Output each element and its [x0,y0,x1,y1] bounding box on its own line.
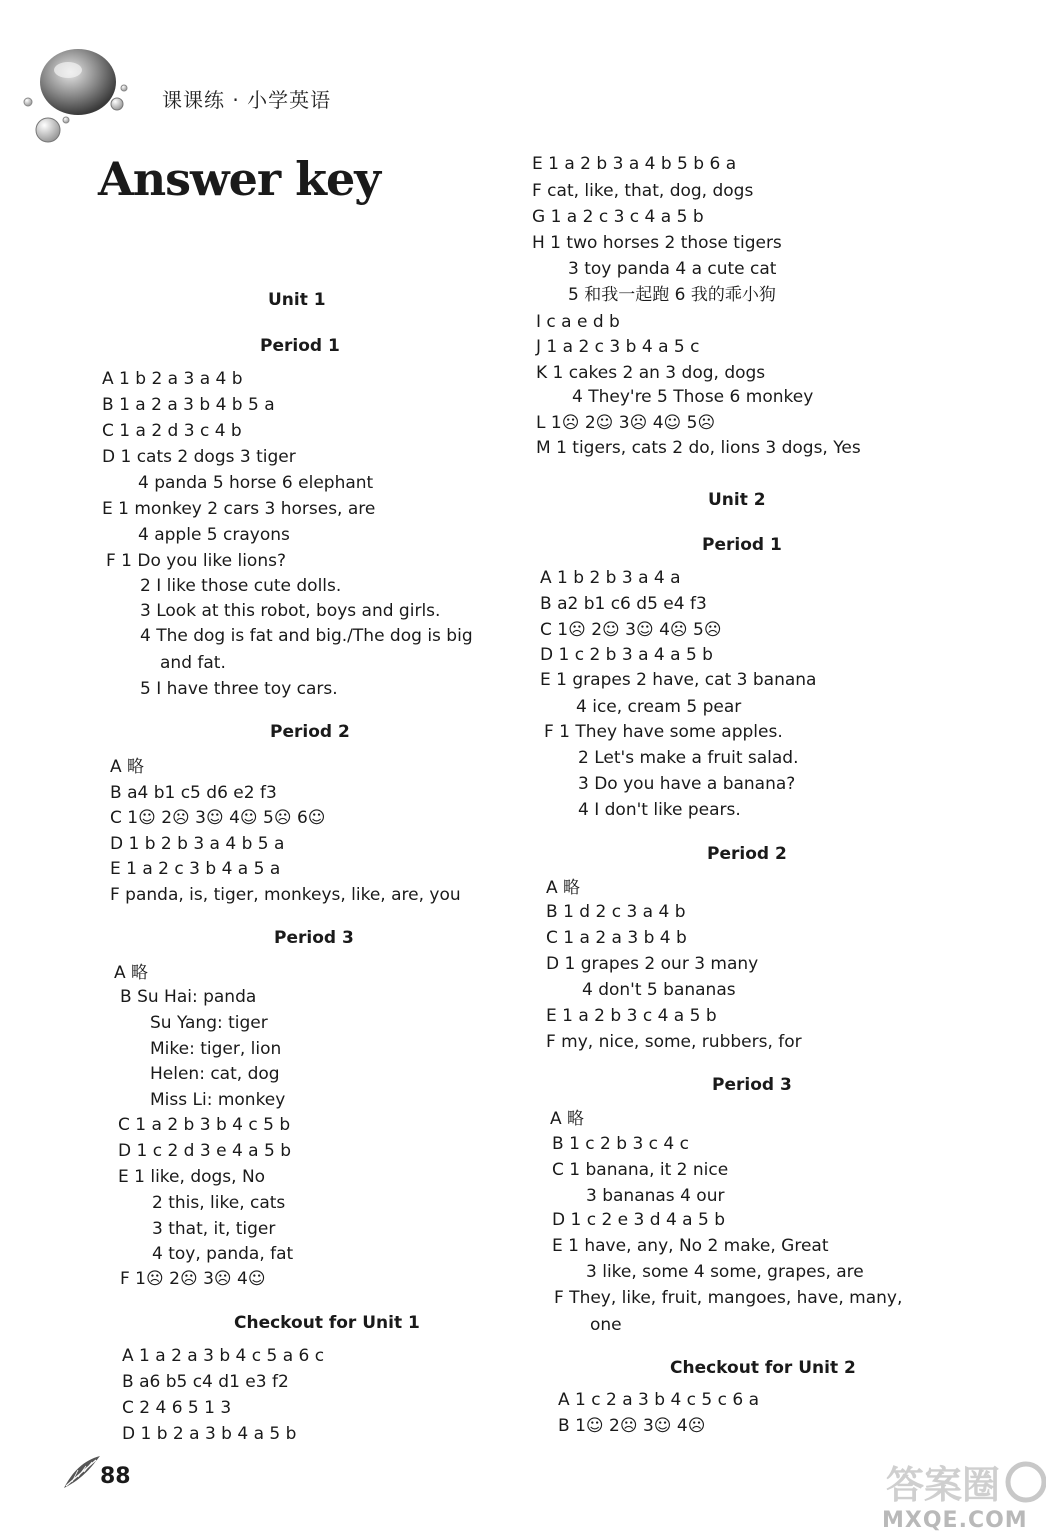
answer-line: B Su Hai: panda [120,987,257,1007]
answer-line: B 1 a 2 a 3 b 4 b 5 a [102,395,275,415]
answer-line: 3 like, some 4 some, grapes, are [586,1262,864,1282]
answer-line: F my, nice, some, rubbers, for [546,1032,802,1052]
answer-line: C 2 4 6 5 1 3 [122,1398,232,1418]
answer-line: E 1 have, any, No 2 make, Great [552,1236,829,1256]
answer-line: 4 I don't like pears. [578,800,741,820]
answer-line: E 1 a 2 b 3 c 4 a 5 b [546,1006,717,1026]
answer-line: E 1 grapes 2 have, cat 3 banana [540,670,817,690]
answer-line: 4 panda 5 horse 6 elephant [138,473,374,493]
answer-line: Mike: tiger, lion [150,1039,282,1059]
header-brand: 课课练 · 小学英语 [162,88,332,112]
answer-line: Helen: cat, dog [150,1064,280,1084]
answer-line: L 1☹ 2☺ 3☹ 4☺ 5☹ [536,413,716,433]
section-heading: Period 1 [260,336,340,356]
answer-line: D 1 c 2 b 3 a 4 a 5 b [540,645,713,665]
answer-line: C 1 a 2 b 3 b 4 c 5 b [118,1115,291,1135]
answer-line: 5 和我一起跑 6 我的乖小狗 [568,285,776,305]
answer-line: 3 Do you have a banana? [578,774,796,794]
answer-line: D 1 b 2 a 3 b 4 a 5 b [122,1424,297,1444]
answer-line: A 略 [114,963,149,983]
answer-line: E 1 a 2 b 3 a 4 b 5 b 6 a [532,154,737,174]
answer-line: F 1 They have some apples. [544,722,783,742]
answer-line: 2 I like those cute dolls. [140,576,342,596]
section-heading: Checkout for Unit 1 [234,1313,420,1333]
answer-line: 4 toy, panda, fat [152,1244,294,1264]
answer-line: B 1 d 2 c 3 a 4 b [546,902,686,922]
answer-line: D 1 b 2 b 3 a 4 b 5 a [110,833,285,854]
answer-line: and fat. [160,653,226,673]
answer-line: A 略 [550,1109,585,1129]
answer-line: 3 bananas 4 our [586,1186,725,1206]
answer-line: A 1 b 2 a 3 a 4 b [102,369,243,389]
watermark-url: MXQE.COM [882,1508,1028,1533]
answer-line: K 1 cakes 2 an 3 dog, dogs [536,363,766,383]
answer-line: M 1 tigers, cats 2 do, lions 3 dogs, Yes [536,438,861,458]
section-heading: Period 2 [707,844,787,864]
answer-line: C 1 banana, it 2 nice [552,1160,729,1180]
answer-line: B a4 b1 c5 d6 e2 f3 [110,782,277,803]
leaf-icon [62,1452,102,1492]
answer-line: A 略 [110,757,145,777]
answer-line: 2 this, like, cats [152,1193,286,1213]
answer-line: F 1 Do you like lions? [106,551,286,571]
answer-line: 4 The dog is fat and big./The dog is big [140,626,473,646]
watermark-text: 答案圈 [886,1463,1001,1507]
answer-line: A 1 b 2 b 3 a 4 a [540,568,681,588]
answer-line: 3 that, it, tiger [152,1219,276,1239]
answer-line: D 1 grapes 2 our 3 many [546,954,759,974]
answer-line: C 1☹ 2☺ 3☺ 4☹ 5☹ [540,620,722,640]
answer-line: 4 They're 5 Those 6 monkey [572,387,814,407]
answer-line: 3 Look at this robot, boys and girls. [140,601,441,621]
answer-line: one [590,1315,622,1335]
section-heading: Period 3 [274,928,354,948]
answer-line: B 1☺ 2☹ 3☺ 4☹ [558,1416,706,1436]
answer-line: C 1 a 2 d 3 c 4 b [102,421,242,441]
answer-line: B 1 c 2 b 3 c 4 c [552,1134,689,1154]
page-number: 88 [100,1464,131,1489]
page-title: Answer key [98,152,381,206]
answer-line: D 1 c 2 e 3 d 4 a 5 b [552,1210,726,1230]
answer-line: D 1 cats 2 dogs 3 tiger [102,447,296,467]
answer-line: 2 Let's make a fruit salad. [578,748,799,768]
answer-line: I c a e d b [536,312,620,332]
answer-line: E 1 monkey 2 cars 3 horses, are [102,499,376,519]
unit-heading: Unit 2 [708,490,766,510]
section-heading: Checkout for Unit 2 [670,1358,856,1378]
answer-line: C 1 a 2 a 3 b 4 b [546,928,687,948]
answer-line: D 1 c 2 d 3 e 4 a 5 b [118,1141,292,1161]
answer-line: E 1 a 2 c 3 b 4 a 5 a [110,859,281,879]
answer-line: F cat, like, that, dog, dogs [532,181,754,201]
answer-line: E 1 like, dogs, No [118,1167,266,1187]
bubbles-logo-icon [20,40,140,150]
answer-line: 4 don't 5 bananas [582,980,736,1000]
answer-line: H 1 two horses 2 those tigers [532,233,782,253]
answer-line: A 1 c 2 a 3 b 4 c 5 c 6 a [558,1390,760,1410]
answer-line: Miss Li: monkey [150,1090,286,1110]
answer-line: 3 toy panda 4 a cute cat [568,259,777,279]
answer-line: 4 apple 5 crayons [138,525,290,545]
answer-line: Su Yang: tiger [150,1013,268,1033]
answer-line: A 1 a 2 a 3 b 4 c 5 a 6 c [122,1346,325,1366]
answer-line: B a6 b5 c4 d1 e3 f2 [122,1372,289,1392]
answer-line: J 1 a 2 c 3 b 4 a 5 c [536,337,700,357]
section-heading: Period 1 [702,535,782,555]
answer-line: B a2 b1 c6 d5 e4 f3 [540,594,707,614]
answer-line: 4 ice, cream 5 pear [576,697,742,717]
answer-line: F panda, is, tiger, monkeys, like, are, you [110,884,461,905]
answer-line: G 1 a 2 c 3 c 4 a 5 b [532,207,704,227]
answer-line: A 略 [546,878,581,898]
section-heading: Period 3 [712,1075,792,1095]
answer-line: F They, like, fruit, mangoes, have, many, [554,1288,903,1308]
answer-line: F 1☹ 2☹ 3☹ 4☺ [120,1269,266,1289]
answer-line: 5 I have three toy cars. [140,679,338,699]
unit-heading: Unit 1 [268,290,326,310]
answer-line: C 1☺ 2☹ 3☺ 4☺ 5☹ 6☺ [110,808,326,828]
section-heading: Period 2 [270,722,350,742]
